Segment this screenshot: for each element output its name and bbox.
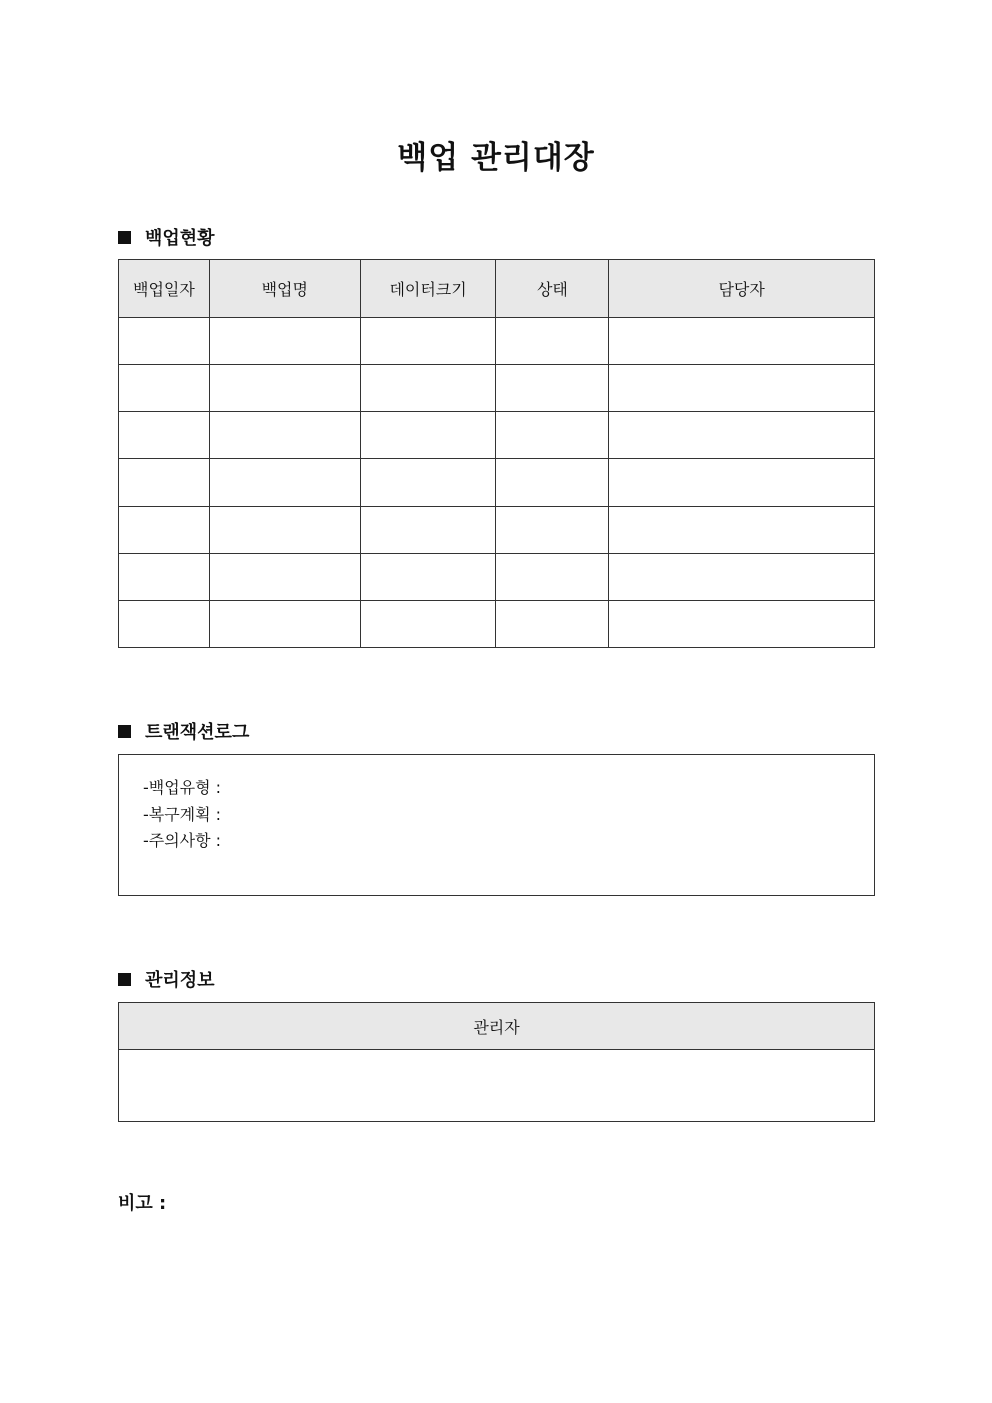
table-cell[interactable]	[360, 600, 496, 647]
square-bullet-icon	[118, 231, 131, 244]
table-header-row	[119, 260, 875, 318]
square-bullet-icon	[118, 973, 131, 986]
table-cell[interactable]	[360, 459, 496, 506]
table-header-row	[119, 1003, 875, 1050]
table-cell[interactable]	[496, 365, 609, 412]
table-cell[interactable]	[496, 318, 609, 365]
transaction-log-box[interactable]	[118, 754, 875, 896]
table-cell[interactable]	[360, 506, 496, 553]
section-heading-management-info	[118, 966, 215, 992]
table-cell[interactable]	[119, 318, 210, 365]
table-cell[interactable]	[209, 506, 360, 553]
table-row	[119, 365, 875, 412]
section-heading-transaction-log	[118, 718, 249, 744]
table-cell[interactable]	[360, 318, 496, 365]
column-header-administrator: 관리자	[119, 1003, 875, 1050]
table-cell[interactable]	[209, 365, 360, 412]
table-cell[interactable]	[609, 553, 875, 600]
table-cell[interactable]	[609, 318, 875, 365]
administrator-cell[interactable]	[119, 1050, 875, 1122]
table-cell[interactable]	[609, 412, 875, 459]
table-cell[interactable]	[496, 459, 609, 506]
section-heading-label: 트랜잭션로그	[145, 722, 250, 743]
table-cell[interactable]	[496, 600, 609, 647]
page-title: 백업 관리대장	[397, 140, 595, 176]
column-header-data-size: 데이터크기	[360, 260, 496, 318]
log-line-notes: -주의사항 :	[143, 831, 222, 850]
column-header-backup-date: 백업일자	[119, 260, 210, 318]
table-cell[interactable]	[496, 506, 609, 553]
backup-status-table	[118, 259, 875, 648]
column-header-status: 상태	[496, 260, 609, 318]
column-header-manager: 담당자	[609, 260, 875, 318]
table-cell[interactable]	[209, 459, 360, 506]
table-row	[119, 318, 875, 365]
table-cell[interactable]	[360, 365, 496, 412]
table-cell[interactable]	[609, 459, 875, 506]
log-line-recovery-plan: -복구계획 :	[143, 804, 222, 824]
table-cell[interactable]	[119, 553, 210, 600]
table-row	[119, 553, 875, 600]
table-cell[interactable]	[119, 600, 210, 647]
table-cell[interactable]	[119, 506, 210, 553]
table-row	[119, 412, 875, 459]
table-cell[interactable]	[360, 553, 496, 600]
table-cell[interactable]	[360, 412, 496, 459]
column-header-backup-name: 백업명	[209, 260, 360, 318]
table-row	[119, 600, 875, 647]
management-info-table	[118, 1002, 875, 1122]
log-line-backup-type: -백업유형 :	[143, 778, 222, 797]
table-cell[interactable]	[209, 600, 360, 647]
table-cell[interactable]	[119, 365, 210, 412]
table-row	[119, 459, 875, 506]
table-cell[interactable]	[119, 412, 210, 459]
table-cell[interactable]	[209, 412, 360, 459]
table-cell[interactable]	[209, 318, 360, 365]
table-cell[interactable]	[119, 459, 210, 506]
table-cell[interactable]	[496, 553, 609, 600]
square-bullet-icon	[118, 725, 131, 738]
table-cell[interactable]	[209, 553, 360, 600]
table-cell[interactable]	[496, 412, 609, 459]
remark-label: 비고 :	[118, 1193, 167, 1214]
table-row	[119, 1050, 875, 1122]
section-heading-label: 관리정보	[145, 970, 215, 991]
table-cell[interactable]	[609, 600, 875, 647]
section-heading-backup-status	[118, 224, 215, 250]
table-cell[interactable]	[609, 365, 875, 412]
table-row	[119, 506, 875, 553]
section-heading-label: 백업현황	[145, 228, 215, 249]
table-cell[interactable]	[609, 506, 875, 553]
